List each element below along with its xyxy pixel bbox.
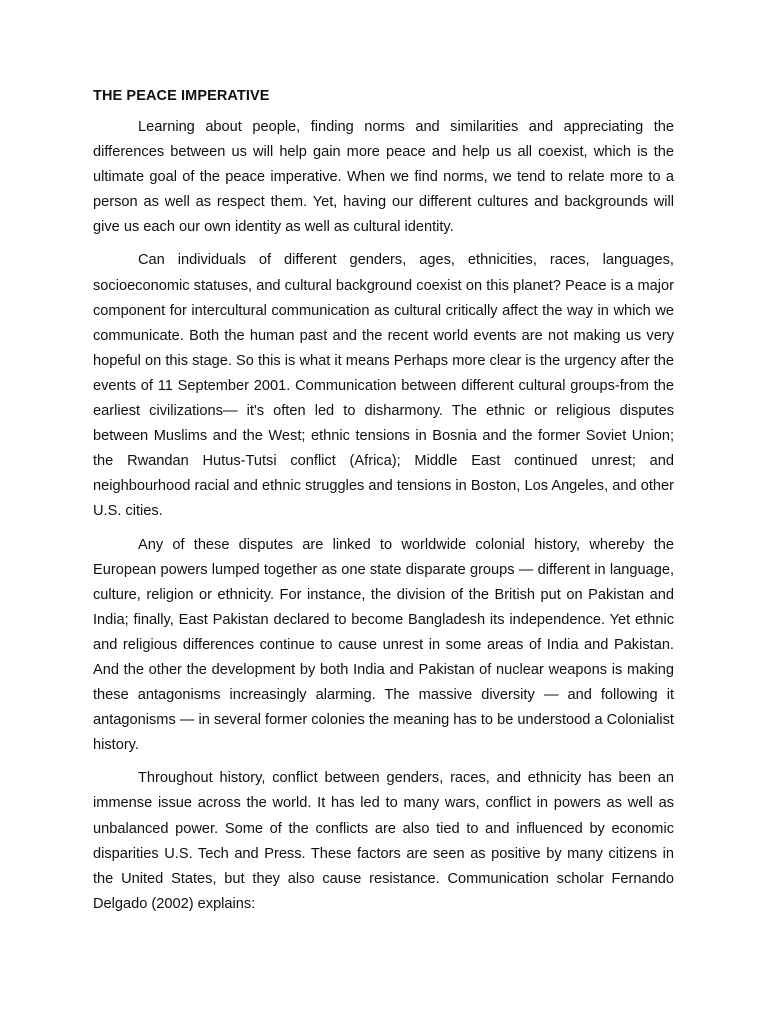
- document-title: THE PEACE IMPERATIVE: [93, 88, 270, 104]
- paragraph-3: Any of these disputes are linked to worldwide colonial history, whereby the European powers lumped together as one state disparate groups — different in language, culture, religion or ethnicity. For instance, the division of the British put on Pakistan and India; finally, East Pakistan declared to become Bangladesh its independence. Yet ethnic and religious differences continue to cause unrest in some areas of India and Pakistan. And the other the development by both India and Pakistan of nuclear weapons is making these antagonisms increasingly alarming. The massive diversity — and following it antagonisms — in several former colonies the meaning has to be understood a Colonialist history.: [93, 536, 674, 754]
- paragraph-4: Throughout history, conflict between genders, races, and ethnicity has been an immense issue across the world. It has led to many wars, conflict in powers as well as unbalanced power. Some of the conflicts are also tied to and influenced by economic disparities U.S. Tech and Press. These factors are seen as positive by many citizens in the United States, but they also cause resistance. Communication scholar Fernando Delgado (2002) explains:: [93, 770, 674, 912]
- paragraph-1: Learning about people, finding norms and similarities and appreciating the differences between us will help gain more peace and help us all coexist, which is the ultimate goal of the peace imperative. When we find norms, we tend to relate more to a person as well as respect them. Yet, having our different cultures and backgrounds will give us each our own identity as well as cultural identity.: [93, 119, 674, 236]
- paragraph-2: Can individuals of different genders, ages, ethnicities, races, languages, socioeconomic statuses, and cultural background coexist on this planet? Peace is a major component for intercultural communication as cultural critically affect the way in which we communicate. Both the human past and the recent world events are not making us very hopeful on this stage. So this is what it means Perhaps more clear is the urgency after the events of 11 September 2001. Communication between different cultural groups-from the earliest civilizations— it's often led to disharmony. The ethnic or religious disputes between Muslims and the West; ethnic tensions in Bosnia and the former Soviet Union; the Rwandan Hutus-Tutsi conflict (Africa); Middle East continued unrest; and neighbourhood racial and ethnic struggles and tensions in Boston, Los Angeles, and other U.S. cities.: [93, 252, 674, 520]
- document-body: [93, 86, 674, 925]
